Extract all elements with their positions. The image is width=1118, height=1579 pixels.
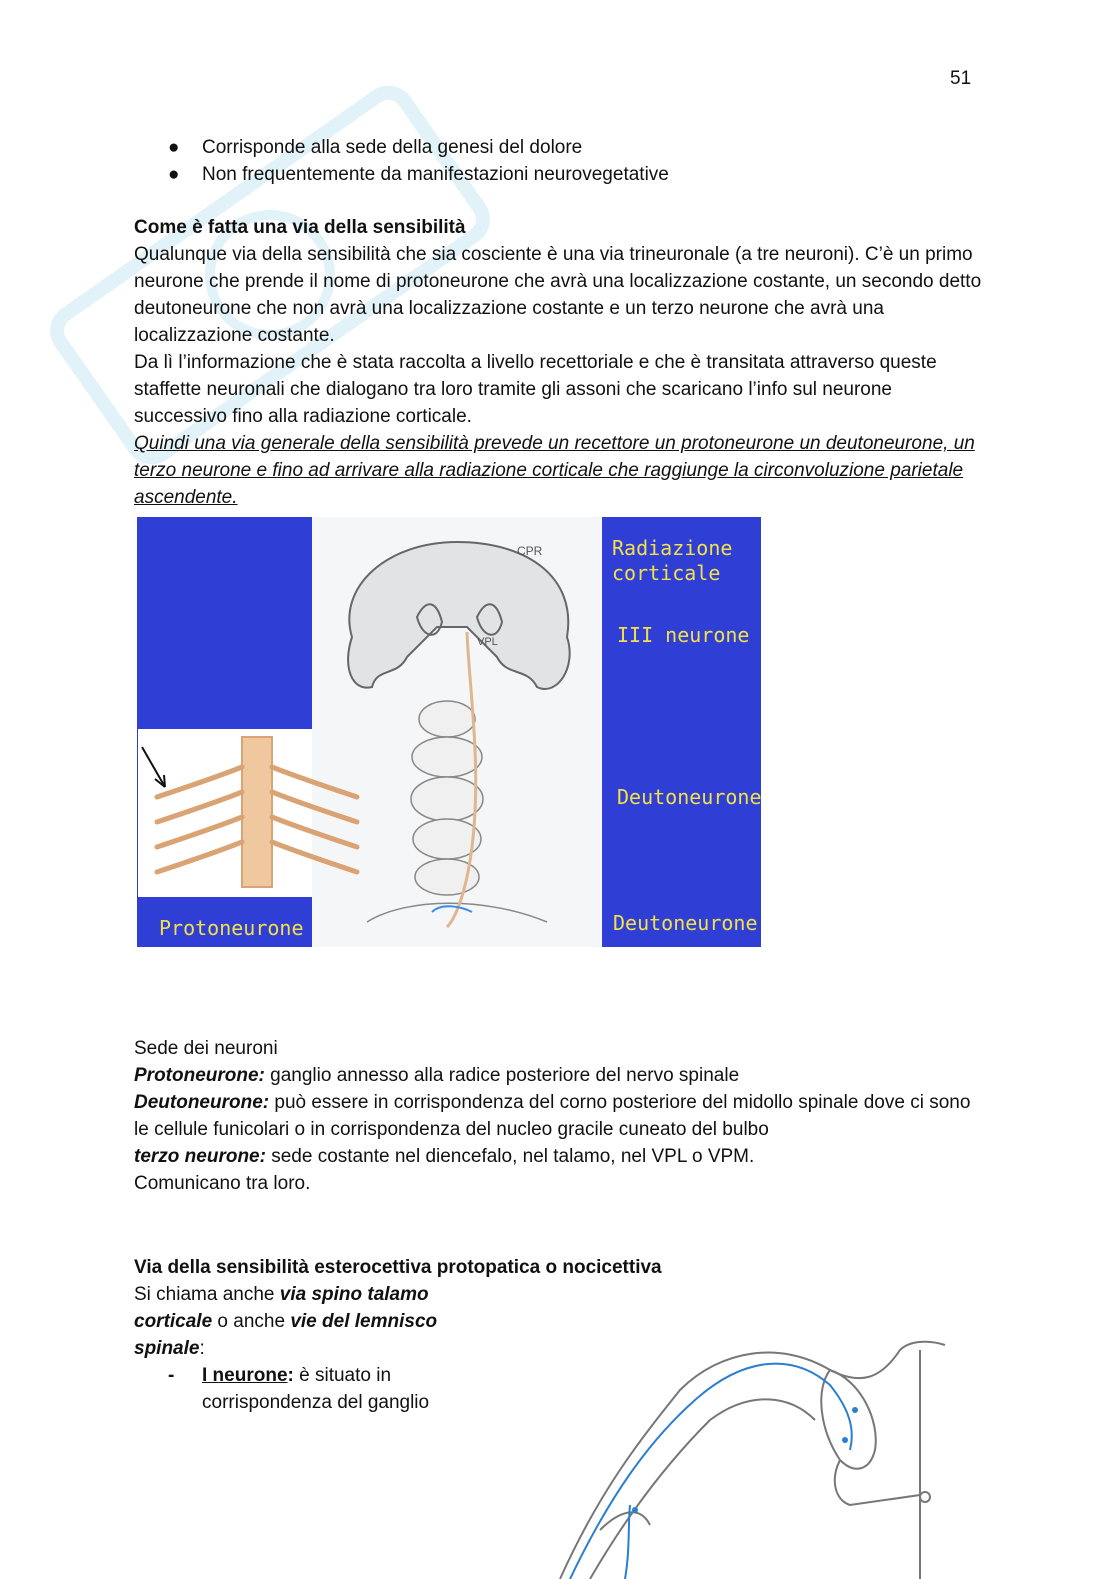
- intro-line: corticale o anche vie del lemnisco: [134, 1311, 438, 1332]
- label-deutoneurone-2: Deutoneurone: [613, 911, 758, 935]
- spinothalamic-diagram: [500, 1310, 970, 1579]
- label-protoneurone: Protoneurone: [159, 916, 304, 940]
- closing-line: Comunicano tra loro.: [134, 1173, 311, 1194]
- left-blue-panel: [137, 517, 312, 729]
- section-title: Come è fatta una via della sensibilità: [134, 217, 466, 238]
- section-title: Via della sensibilità esterocettiva protopatica o nocicettiva: [134, 1257, 662, 1278]
- intro-line: Si chiama anche via spino talamo: [134, 1284, 429, 1305]
- vpl-label: VPL: [477, 636, 498, 648]
- label-radiazione: Radiazione: [612, 536, 733, 560]
- blue-pathway: [570, 1364, 852, 1579]
- list-item: ● Corrisponde alla sede della genesi del dolore: [134, 134, 669, 161]
- sensory-pathway-figure: [137, 517, 761, 947]
- label-terzo-neurone: III neurone: [617, 623, 750, 647]
- list-item-continuation: corrispondenza del ganglio: [202, 1392, 430, 1413]
- bullet-icon: ●: [168, 137, 180, 158]
- bullet-list: [134, 134, 669, 188]
- cpr-label: CPR: [517, 544, 543, 558]
- proto-line: Protoneurone: ganglio annesso alla radice posteriore del nervo spinale: [134, 1065, 740, 1086]
- deuto-line: Deutoneurone: può essere in corrispondenza del corno posteriore del midollo spinale dove ci sono le cellule funicolari o in corrispondenza del nucleo gracile cuneato del bulbo: [134, 1092, 971, 1140]
- section-title: Sede dei neuroni: [134, 1038, 278, 1059]
- page-number: 51: [950, 68, 972, 89]
- paragraph: Da lì l’informazione che è stata raccolta a livello recettoriale e che è transitata attraverso queste staffette neuronali che dialogano tra loro tramite gli assoni che scaricano l’info sul neurone successivo fino alla radiazione corticale.: [134, 352, 937, 427]
- summary-paragraph: Quindi una via generale della sensibilità prevede un recettore un protoneurone un deutoneurone, un terzo neurone e fino ad arrivare alla radiazione corticale che raggiunge la circonvoluzione parietale ascendente.: [134, 433, 975, 508]
- section-como-via: [134, 214, 984, 511]
- section-via-protopatica: [134, 1254, 662, 1416]
- paragraph: Qualunque via della sensibilità che sia cosciente è una via trineuronale (a tre neuroni). C’è un primo neurone che prende il nome di protoneurone che avrà una localizzazione costante, un secondo detto deutoneurone che non avrà una localizzazione costante e un terzo neurone che avrà una localizzazione costante.: [134, 244, 982, 346]
- terzo-line: terzo neurone: sede costante nel diencefalo, nel talamo, nel VPL o VPM.: [134, 1146, 755, 1167]
- bullet-icon: ●: [168, 164, 180, 185]
- section-sede-neuroni: [134, 1035, 984, 1197]
- list-item: ● Non frequentemente da manifestazioni neurovegetative: [134, 161, 669, 188]
- label-deutoneurone-1: Deutoneurone: [617, 785, 761, 809]
- list-item: - I neurone: è situato in: [168, 1365, 392, 1386]
- label-corticale: corticale: [612, 561, 721, 585]
- intro-line: spinale:: [134, 1338, 205, 1359]
